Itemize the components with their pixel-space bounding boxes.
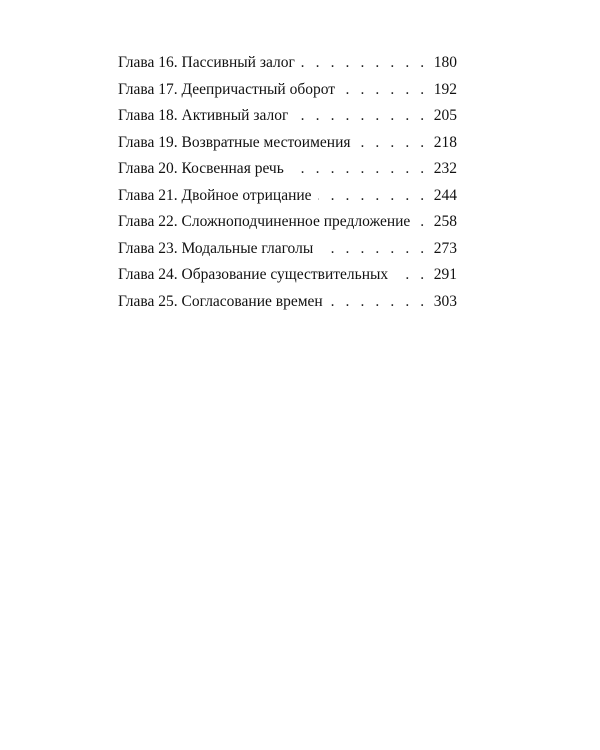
- toc-entry-chapter-16: [118, 50, 457, 77]
- toc-dot-leader: [341, 77, 428, 104]
- toc-entry-page: 258: [433, 213, 457, 230]
- toc-entry-title: Глава 23. Модальные глаголы: [118, 239, 314, 257]
- toc-entry-chapter-20: [118, 156, 457, 183]
- toc-entry-chapter-18: [118, 103, 457, 130]
- toc-entry-title: Глава 16. Пассивный залог: [118, 54, 295, 71]
- toc-dot-leader: [290, 156, 428, 183]
- toc-entry-page: 218: [433, 133, 457, 151]
- toc-dot-leader: [301, 50, 428, 77]
- toc-entry-title: Глава 25. Согласование времен: [118, 292, 323, 310]
- toc-dot-leader: [329, 289, 428, 316]
- table-of-contents: [118, 50, 457, 315]
- toc-entry-page: 232: [433, 160, 457, 177]
- toc-entry-title: Глава 22. Сложноподчиненное предложение: [118, 213, 411, 230]
- toc-dot-leader: [318, 183, 428, 210]
- toc-entry-page: 291: [433, 266, 457, 283]
- toc-entry-title: Глава 20. Косвенная речь: [118, 160, 284, 177]
- toc-entry-chapter-21: [118, 183, 457, 210]
- toc-dot-leader: [357, 130, 428, 157]
- toc-entry-page: 192: [433, 80, 457, 98]
- toc-dot-leader: [319, 236, 428, 263]
- toc-dot-leader: [416, 209, 427, 236]
- toc-entry-page: 205: [433, 107, 457, 124]
- toc-entry-title: Глава 24. Образование существительных: [118, 266, 389, 283]
- toc-entry-chapter-25: [118, 289, 457, 316]
- toc-entry-chapter-23: [118, 236, 457, 263]
- toc-dot-leader: [394, 262, 428, 289]
- toc-entry-page: 303: [433, 292, 457, 310]
- toc-entry-page: 180: [433, 54, 457, 71]
- toc-entry-chapter-19: [118, 130, 457, 157]
- toc-entry-title: Глава 19. Возвратные местоимения: [118, 133, 351, 151]
- toc-dot-leader: [294, 103, 427, 130]
- toc-entry-chapter-22: [118, 209, 457, 236]
- toc-entry-title: Глава 18. Активный залог: [118, 107, 289, 124]
- toc-entry-title: Глава 17. Деепричастный оборот: [118, 80, 336, 98]
- toc-entry-page: 244: [433, 186, 457, 204]
- toc-entry-chapter-24: [118, 262, 457, 289]
- toc-entry-title: Глава 21. Двойное отрицание: [118, 186, 312, 204]
- toc-entry-chapter-17: [118, 77, 457, 104]
- toc-entry-page: 273: [433, 239, 457, 257]
